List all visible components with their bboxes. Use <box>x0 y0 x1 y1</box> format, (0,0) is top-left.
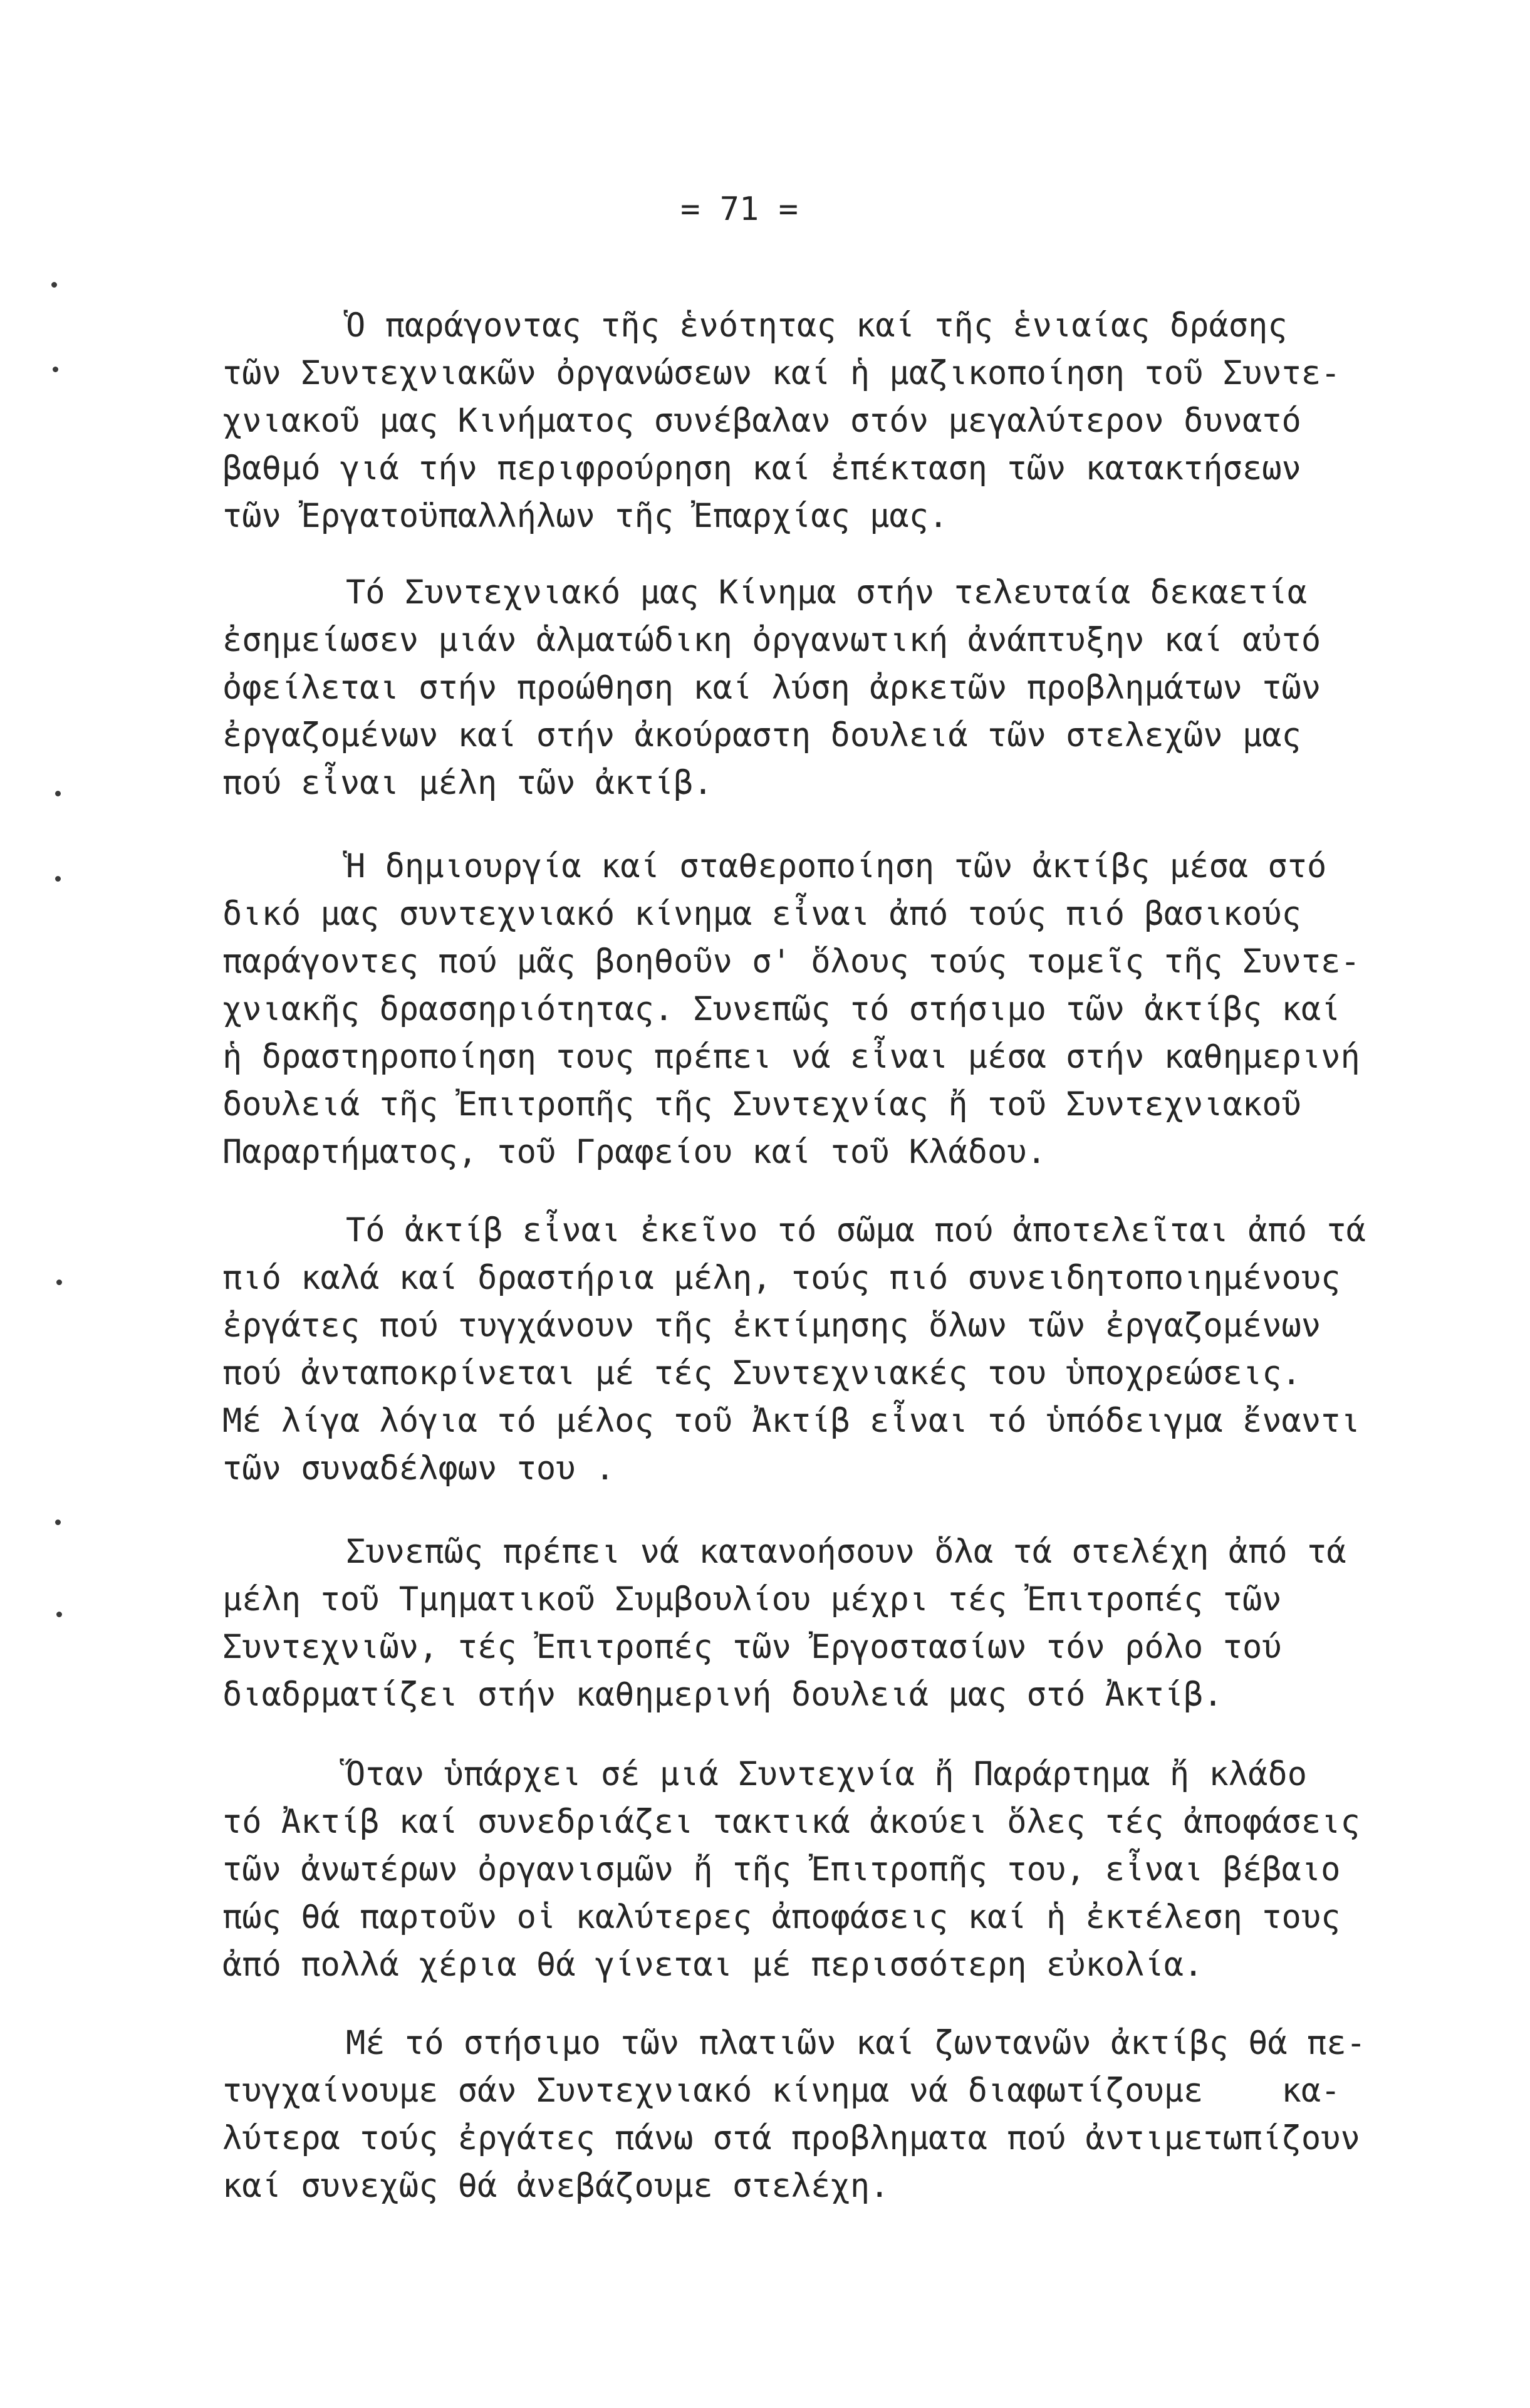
text-line: ἐργαζομένων καί στήν ἀκούραστη δουλειά τῶν στελεχῶν μας <box>222 717 1301 754</box>
paragraph <box>222 1528 1413 1719</box>
text-line: Ὅταν ὑπάρχει σέ μιά Συντεχνία ἤ Παράρτημα ἤ κλάδο <box>346 1756 1308 1793</box>
paragraph <box>222 302 1413 540</box>
scan-mark <box>55 1519 61 1525</box>
text-line: δικό μας συντεχνιακό κίνημα εἶναι ἀπό τούς πιό βασικούς <box>222 895 1301 933</box>
paragraph <box>222 569 1413 807</box>
text-line: ἐργάτες πού τυγχάνουν τῆς ἐκτίμησης ὅλων τῶν ἐργαζομένων <box>222 1307 1321 1345</box>
text-line: Μέ λίγα λόγια τό μέλος τοῦ Ἀκτίβ εἶναι τό ὑπόδειγμα ἔναντι <box>222 1402 1360 1440</box>
scan-mark <box>53 367 58 372</box>
scan-mark <box>56 1280 62 1285</box>
text-line: χνιακοῦ μας Κινήματος συνέβαλαν στόν μεγαλύτερον δυνατό <box>222 402 1301 440</box>
scan-mark <box>56 1612 62 1617</box>
text-line: τό Ἀκτίβ καί συνεδριάζει τακτικά ἀκούει ὅλες τές ἀποφάσεις <box>222 1803 1360 1841</box>
text-line: Παραρτήματος, τοῦ Γραφείου καί τοῦ Κλάδου. <box>222 1134 1046 1171</box>
text-line: πιό καλά καί δραστήρια μέλη, τούς πιό συνειδητοποιημένους <box>222 1259 1341 1297</box>
text-line: Ὁ παράγοντας τῆς ἑνότητας καί τῆς ἑνιαίας δράσης <box>346 307 1288 345</box>
text-line: πού εἶναι μέλη τῶν ἀκτίβ. <box>222 764 713 802</box>
text-line: ἡ δραστηροποίηση τους πρέπει νά εἶναι μέσα στήν καθημερινή <box>222 1038 1360 1076</box>
page-number: = 71 = <box>680 190 798 228</box>
text-line: βαθμό γιά τήν περιφρούρηση καί ἐπέκταση τῶν κατακτήσεων <box>222 450 1301 487</box>
text-line: τῶν συναδέλφων του . <box>222 1450 615 1488</box>
text-line: δουλειά τῆς Ἐπιτροπῆς τῆς Συντεχνίας ἤ τοῦ Συντεχνιακοῦ <box>222 1086 1301 1123</box>
text-line: ἀπό πολλά χέρια θά γίνεται μέ περισσότερη εὐκολία. <box>222 1946 1204 1984</box>
text-line: ὀφείλεται στήν προώθηση καί λύση ἀρκετῶν προβλημάτων τῶν <box>222 669 1321 707</box>
text-line: χνιακῆς δρασσηριότητας. Συνεπῶς τό στήσιμο τῶν ἀκτίβς καί <box>222 991 1341 1028</box>
text-line: πού ἀνταποκρίνεται μέ τές Συντεχνιακές του ὑποχρεώσεις. <box>222 1355 1301 1392</box>
text-line: Τό Συντεχνιακό μας Κίνημα στήν τελευταία δεκαετία <box>346 574 1308 612</box>
text-line: τυγχαίνουμε σάν Συντεχνιακό κίνημα νά διαφωτίζουμε κα- <box>222 2072 1341 2110</box>
text-line: Μέ τό στήσιμο τῶν πλατιῶν καί ζωντανῶν ἀκτίβς θά πε- <box>346 2025 1366 2062</box>
text-line: καί συνεχῶς θά ἀνεβάζουμε στελέχη. <box>222 2167 890 2205</box>
text-line: λύτερα τούς ἐργάτες πάνω στά προβληματα πού ἀντιμετωπίζουν <box>222 2120 1360 2157</box>
text-line: πώς θά παρτοῦν οἱ καλύτερες ἀποφάσεις καί ἡ ἐκτέλεση τους <box>222 1899 1341 1936</box>
text-line: τῶν ἀνωτέρων ὀργανισμῶν ἤ τῆς Ἐπιτροπῆς του, εἶναι βέβαιο <box>222 1851 1341 1889</box>
paragraph <box>222 843 1413 1176</box>
text-line: τῶν Ἐργατοϋπαλλήλων τῆς Ἐπαρχίας μας. <box>222 498 949 535</box>
text-line: τῶν Συντεχνιακῶν ὀργανώσεων καί ἡ μαζικοποίηση τοῦ Συντε- <box>222 355 1341 392</box>
text-line: Συνεπῶς πρέπει νά κατανοήσουν ὅλα τά στελέχη ἀπό τά <box>346 1533 1346 1571</box>
text-line: ἐσημείωσεν μιάν ἁλματώδικη ὀργανωτική ἀνάπτυξην καί αὐτό <box>222 622 1321 659</box>
paragraph <box>222 2020 1413 2210</box>
text-line: παράγοντες πού μᾶς βοηθοῦν σ' ὅλους τούς τομεῖς τῆς Συντε- <box>222 943 1360 981</box>
text-line: διαδρματίζει στήν καθημερινή δουλειά μας στό Ἀκτίβ. <box>222 1676 1223 1714</box>
paragraph <box>222 1751 1413 1989</box>
scan-mark <box>55 876 61 882</box>
text-line: μέλη τοῦ Τμηματικοῦ Συμβουλίου μέχρι τές Ἐπιτροπές τῶν <box>222 1581 1282 1618</box>
text-line: Συντεχνιῶν, τές Ἐπιτροπές τῶν Ἐργοστασίων τόν ρόλο τού <box>222 1629 1282 1666</box>
text-line: Τό ἀκτίβ εἶναι ἐκεῖνο τό σῶμα πού ἀποτελεῖται ἀπό τά <box>346 1212 1366 1249</box>
paragraph <box>222 1207 1413 1493</box>
scan-mark <box>55 791 61 796</box>
scan-mark <box>51 282 57 288</box>
text-line: Ἡ δημιουργία καί σταθεροποίηση τῶν ἀκτίβς μέσα στό <box>346 848 1327 885</box>
